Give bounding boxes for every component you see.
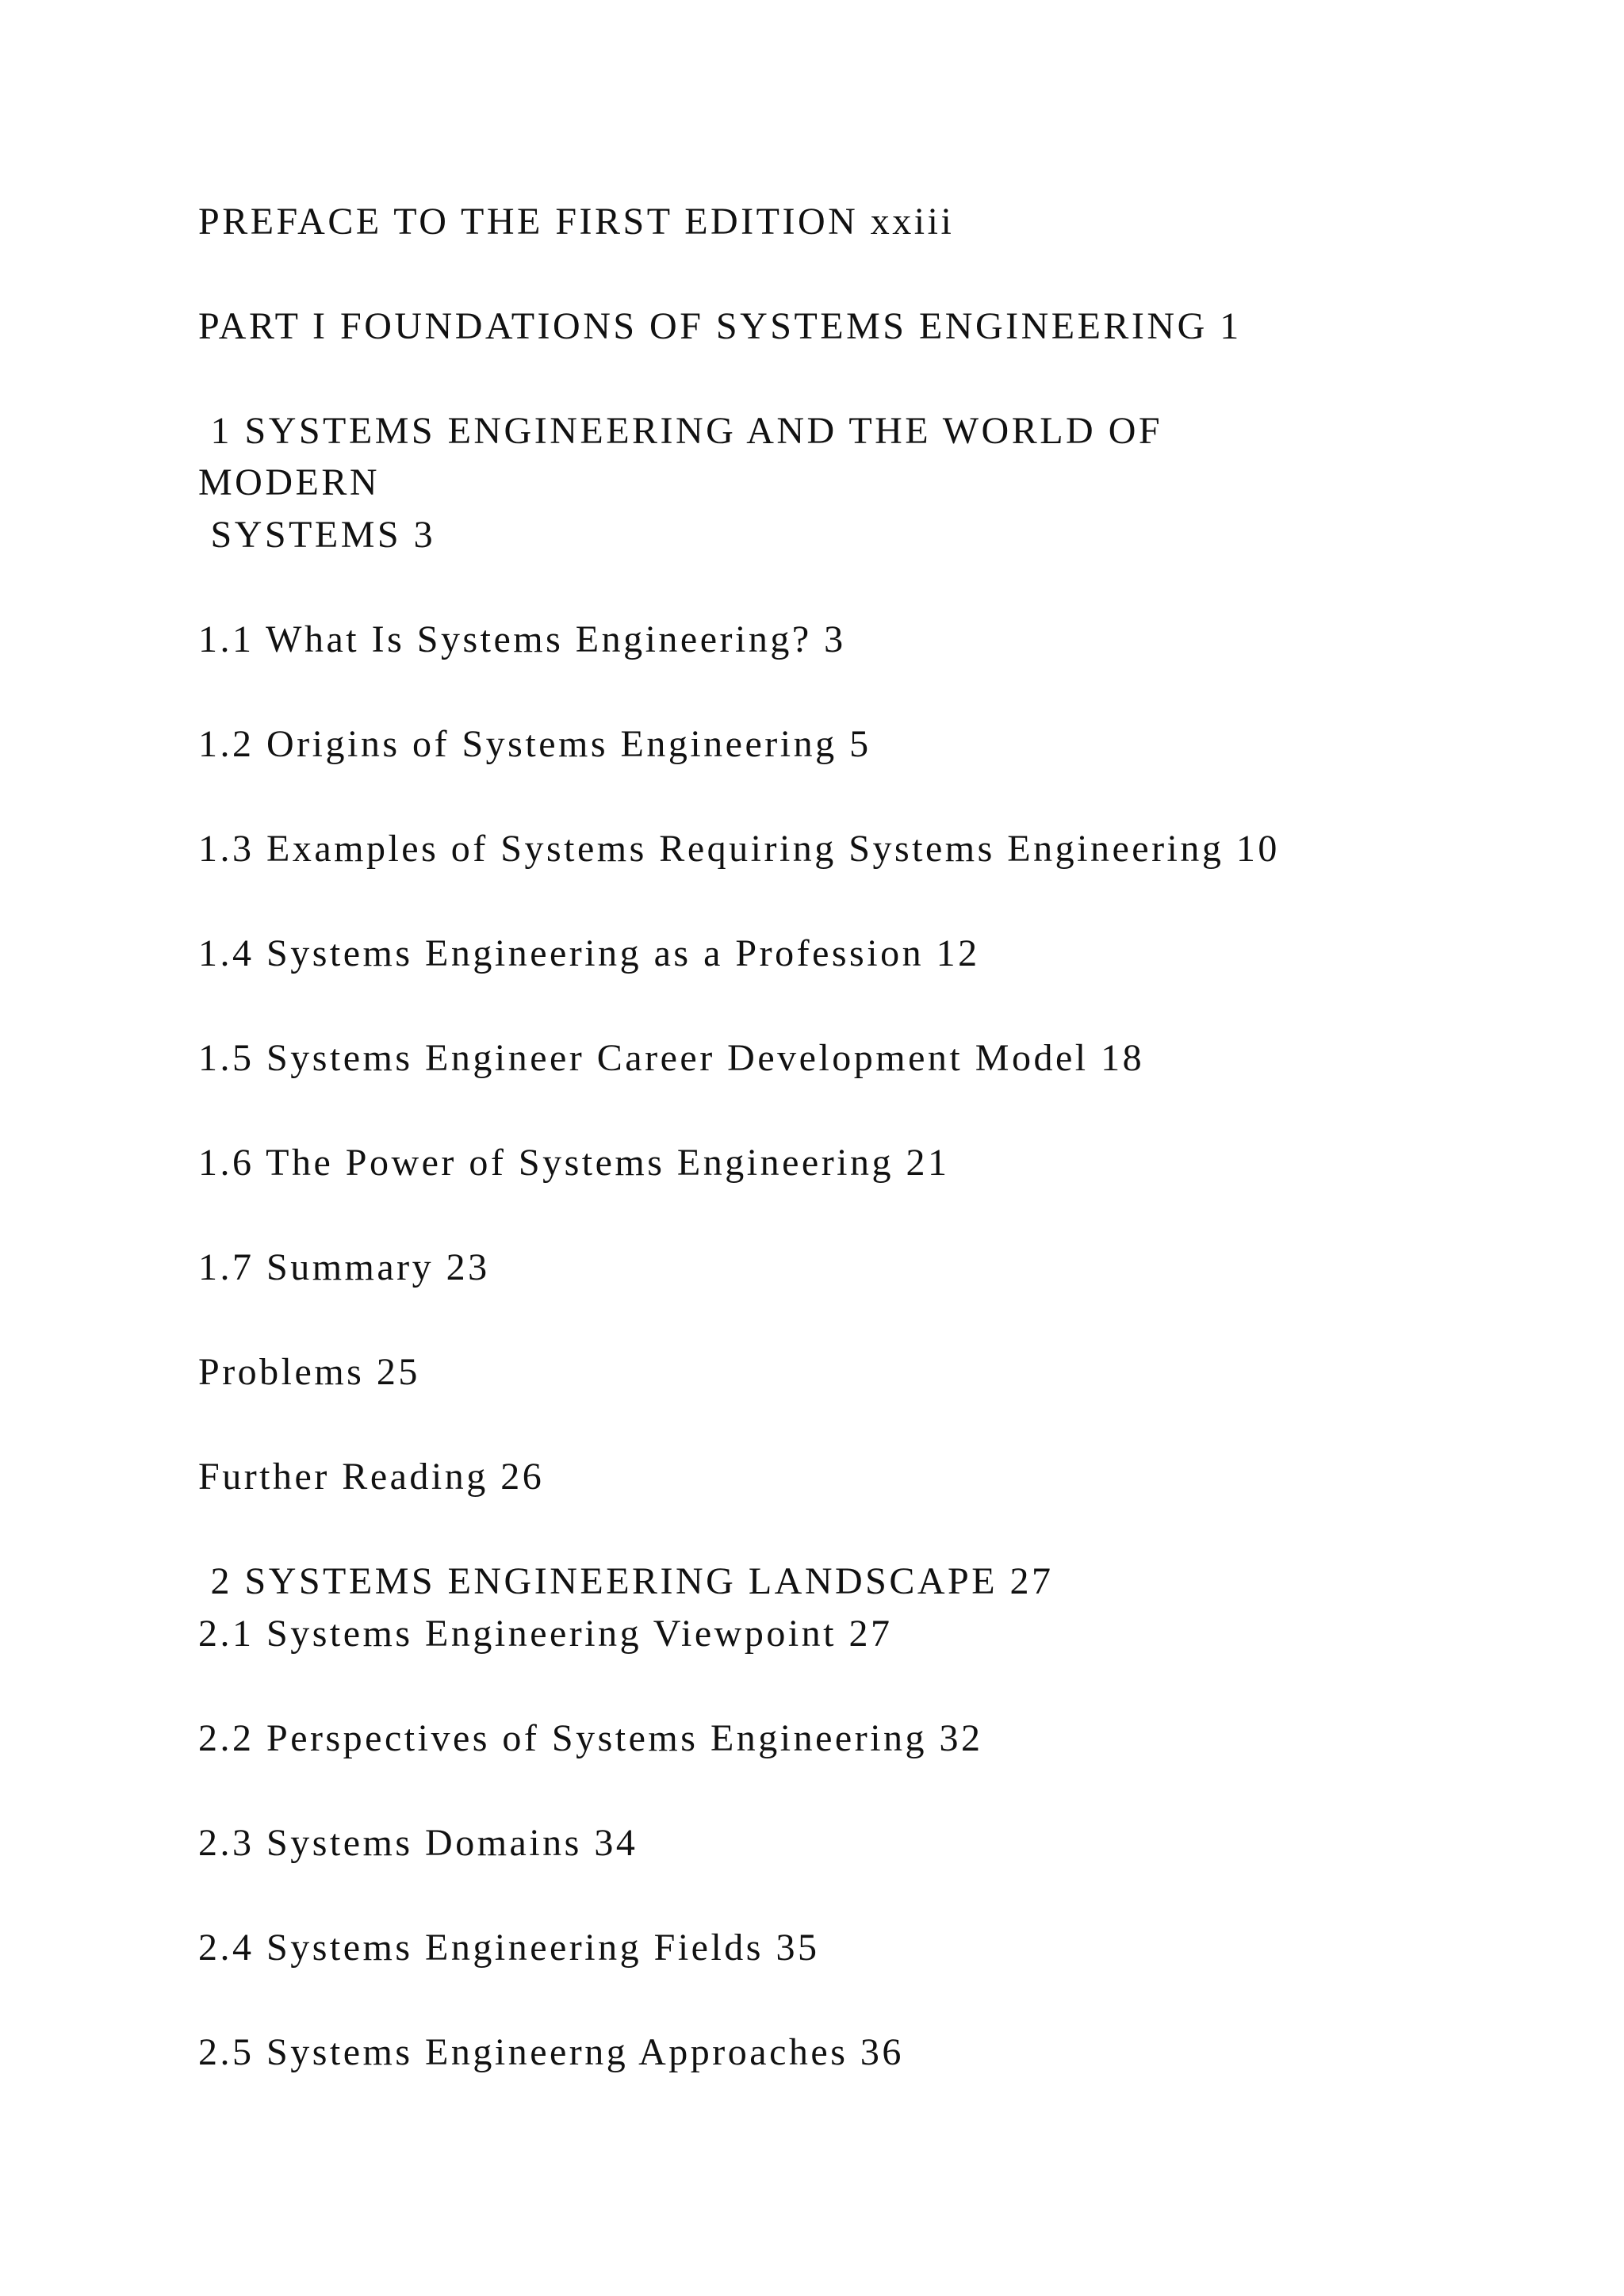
toc-line-chapter-1-cont: MODERN	[198, 461, 381, 503]
toc-line-1-7: 1.7 Summary 23	[198, 1246, 490, 1288]
toc-line-1-6: 1.6 The Power of Systems Engineering 21	[198, 1142, 950, 1184]
toc-line-2-2: 2.2 Perspectives of Systems Engineering 32	[198, 1717, 983, 1759]
toc-line-1-5: 1.5 Systems Engineer Career Development Model 18	[198, 1037, 1145, 1079]
toc-line-2-4: 2.4 Systems Engineering Fields 35	[198, 1927, 820, 1969]
toc-line-1-1: 1.1 What Is Systems Engineering? 3	[198, 618, 846, 660]
toc-line-chapter-1-cont2: SYSTEMS 3	[198, 514, 436, 556]
toc-line-problems: Problems 25	[198, 1351, 420, 1393]
toc-line-1-3: 1.3 Examples of Systems Requiring Systems Engineering 10	[198, 828, 1280, 870]
toc-line-1-2: 1.2 Origins of Systems Engineering 5	[198, 723, 871, 765]
toc-line-2-5: 2.5 Systems Engineerng Approaches 36	[198, 2031, 904, 2073]
toc-line-preface: PREFACE TO THE FIRST EDITION xxiii	[198, 201, 955, 243]
toc-line-part-1: PART I FOUNDATIONS OF SYSTEMS ENGINEERING 1	[198, 305, 1242, 347]
toc-line-2-3: 2.3 Systems Domains 34	[198, 1822, 638, 1864]
toc-line-chapter-2: 2 SYSTEMS ENGINEERING LANDSCAPE 27	[198, 1560, 1054, 1602]
toc-line-1-4: 1.4 Systems Engineering as a Profession 12	[198, 932, 980, 974]
toc-line-2-1: 2.1 Systems Engineering Viewpoint 27	[198, 1613, 893, 1655]
toc-line-chapter-1: 1 SYSTEMS ENGINEERING AND THE WORLD OF	[198, 410, 1163, 452]
toc-line-further-reading: Further Reading 26	[198, 1456, 545, 1498]
